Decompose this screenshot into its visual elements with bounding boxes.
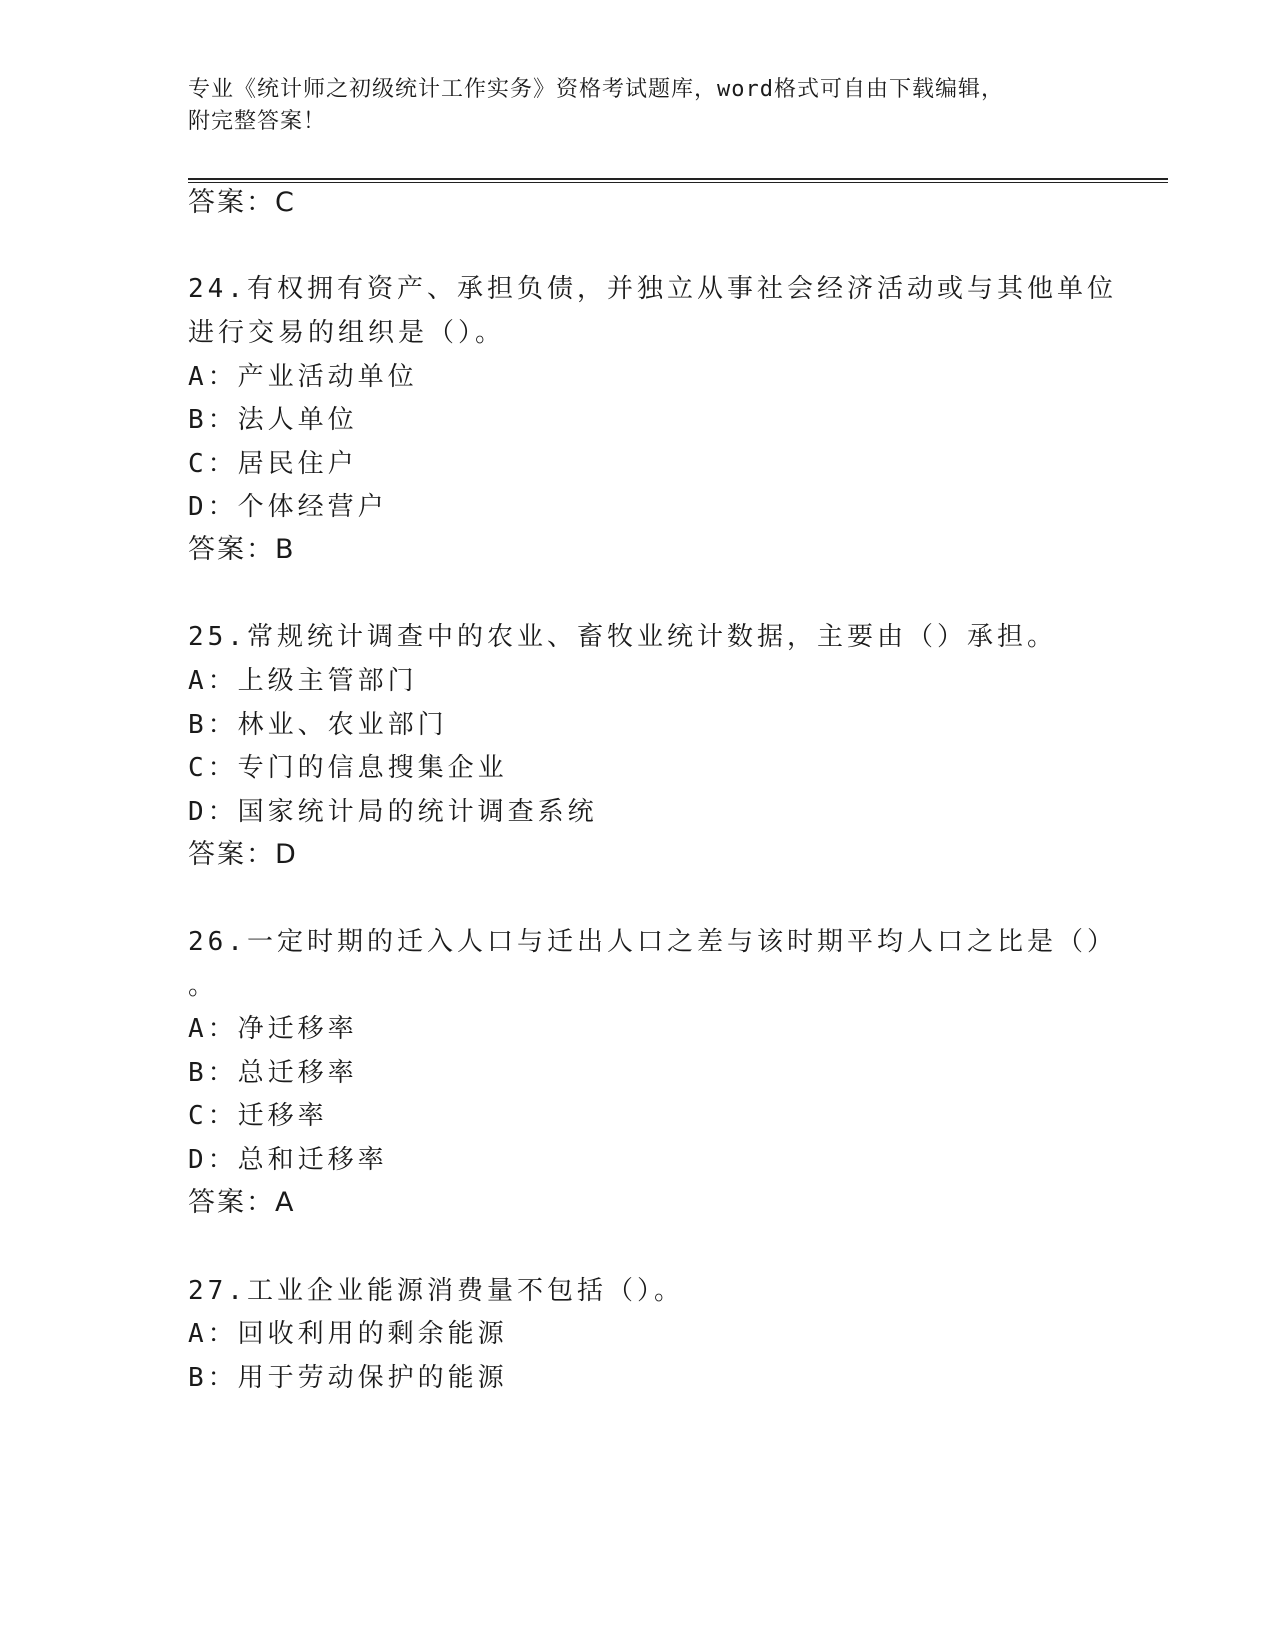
question-25-option-c: C：专门的信息搜集企业 xyxy=(188,753,508,783)
question-27-stem-line-1: 27.工业企业能源消费量不包括（）。 xyxy=(188,1276,684,1306)
document-header xyxy=(188,74,1088,138)
question-24-option-d: D：个体经营户 xyxy=(188,492,388,522)
header-line-2: 附完整答案！ xyxy=(188,109,327,134)
answer-24: 答案：B xyxy=(188,534,296,565)
question-27-option-a: A：回收利用的剩余能源 xyxy=(188,1319,508,1349)
question-24-option-c: C：居民住户 xyxy=(188,449,358,479)
answer-26: 答案：A xyxy=(188,1187,296,1218)
question-25-option-a: A：上级主管部门 xyxy=(188,666,418,696)
answer-25: 答案：D xyxy=(188,839,298,870)
header-divider xyxy=(188,178,1168,183)
answer-23: 答案：C xyxy=(188,187,296,218)
question-26-option-d: D：总和迁移率 xyxy=(188,1145,388,1175)
question-26-option-c: C：迁移率 xyxy=(188,1101,328,1131)
question-24-option-b: B：法人单位 xyxy=(188,405,358,435)
question-26-stem-line-2: 。 xyxy=(188,971,219,1001)
question-24-stem-line-1: 24.有权拥有资产、承担负债，并独立从事社会经济活动或与其他单位 xyxy=(188,274,1117,304)
question-27-option-b: B：用于劳动保护的能源 xyxy=(188,1363,508,1393)
header-line-1: 专业《统计师之初级统计工作实务》资格考试题库，word格式可自由下载编辑， xyxy=(188,77,1004,102)
question-26-option-b: B：总迁移率 xyxy=(188,1058,358,1088)
question-25-stem-line-1: 25.常规统计调查中的农业、畜牧业统计数据，主要由（）承担。 xyxy=(188,622,1057,652)
question-24-stem-line-2: 进行交易的组织是（）。 xyxy=(188,318,506,348)
question-26-stem-line-1: 26.一定时期的迁入人口与迁出人口之差与该时期平均人口之比是（） xyxy=(188,927,1117,957)
question-25-option-d: D：国家统计局的统计调查系统 xyxy=(188,797,598,827)
question-24-option-a: A：产业活动单位 xyxy=(188,362,418,392)
question-26-option-a: A：净迁移率 xyxy=(188,1014,358,1044)
question-25-option-b: B：林业、农业部门 xyxy=(188,710,448,740)
